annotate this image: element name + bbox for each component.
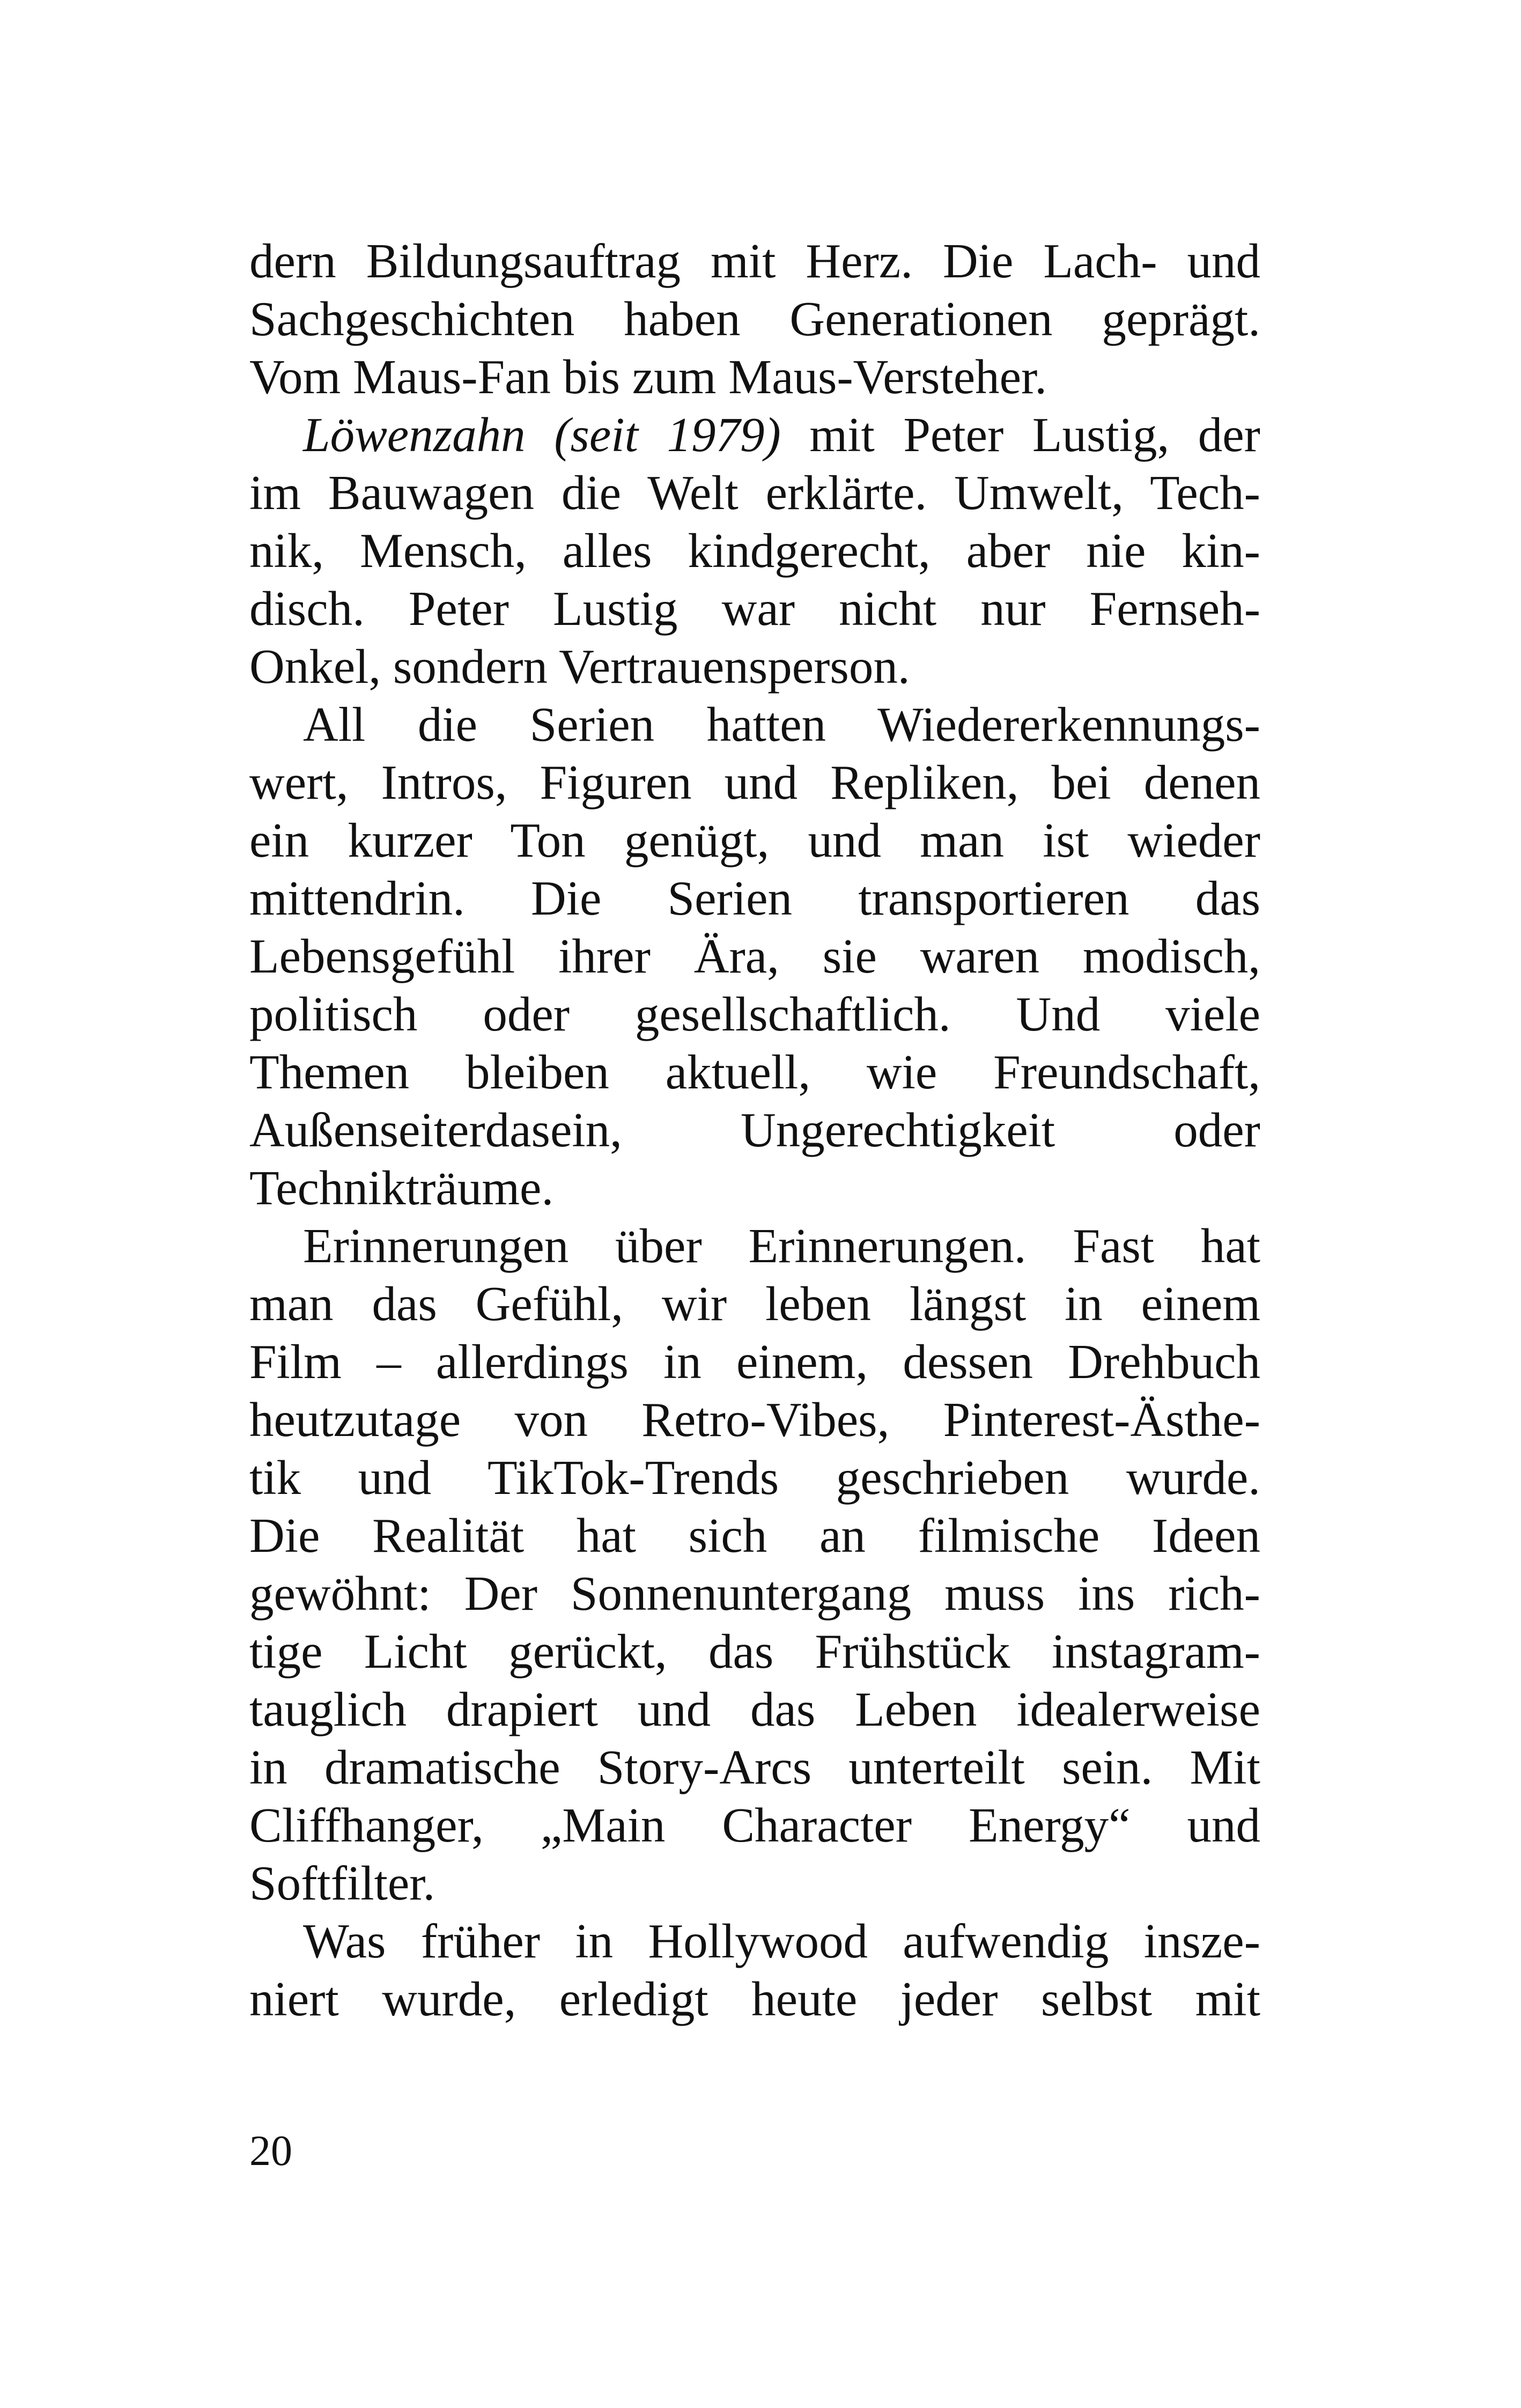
- text-line: Die Realität hat sich an filmische Ideen: [249, 1508, 1260, 1563]
- text-line: Technikträume.: [249, 1161, 554, 1215]
- paragraph-3: [249, 696, 1260, 1217]
- paragraph-4: [249, 1217, 1260, 1912]
- title-loewenzahn: Löwenzahn (seit 1979): [303, 408, 781, 462]
- text-line: nik, Mensch, alles kindgerecht, aber nie kin-: [249, 524, 1260, 578]
- body-text: [249, 232, 1260, 2028]
- text-line: Lebensgefühl ihrer Ära, sie waren modisch,: [249, 929, 1260, 983]
- text-line: gewöhnt: Der Sonnenuntergang muss ins rich-: [249, 1566, 1260, 1621]
- text-line: man das Gefühl, wir leben längst in einem: [249, 1277, 1260, 1331]
- page-number: 20: [249, 2127, 292, 2175]
- text-line: Was früher in Hollywood aufwendig insze-: [303, 1914, 1260, 1968]
- text-line: disch. Peter Lustig war nicht nur Fernseh-: [249, 581, 1260, 636]
- text-line: Erinnerungen über Erinnerungen. Fast hat: [303, 1219, 1260, 1273]
- text-line: in dramatische Story-Arcs unterteilt sein. Mit: [249, 1740, 1260, 1794]
- text-line: Sachgeschichten haben Generationen geprägt.: [249, 292, 1260, 346]
- text-line: All die Serien hatten Wiedererkennungs-: [303, 697, 1260, 752]
- paragraph-5: [249, 1912, 1260, 2028]
- text-line: im Bauwagen die Welt erklärte. Umwelt, Tech-: [249, 466, 1260, 520]
- text-line: tige Licht gerückt, das Frühstück instagram-: [249, 1624, 1260, 1678]
- text-line: Onkel, sondern Vertrauensperson.: [249, 639, 910, 694]
- text-fragment: mit Peter Lustig, der: [780, 408, 1260, 462]
- text-line: dern Bildungsauftrag mit Herz. Die Lach- und: [249, 234, 1260, 288]
- paragraph-1: [249, 232, 1260, 406]
- text-line: politisch oder gesellschaftlich. Und viele: [249, 987, 1260, 1041]
- text-line: Vom Maus-Fan bis zum Maus-Versteher.: [249, 350, 1047, 404]
- text-line: Softfilter.: [249, 1856, 435, 1910]
- text-line: Film – allerdings in einem, dessen Drehbuch: [249, 1335, 1260, 1389]
- text-line: Cliffhanger, „Main Character Energy“ und: [249, 1798, 1260, 1852]
- text-line: [249, 406, 1260, 464]
- text-line: tauglich drapiert und das Leben idealerweise: [249, 1682, 1260, 1736]
- paragraph-2: [249, 406, 1260, 696]
- text-line: Außenseiterdasein, Ungerechtigkeit oder: [249, 1103, 1260, 1157]
- text-line: wert, Intros, Figuren und Repliken, bei denen: [249, 755, 1260, 809]
- text-line: heutzutage von Retro-Vibes, Pinterest-Ästhe-: [249, 1393, 1260, 1447]
- text-line: mittendrin. Die Serien transportieren das: [249, 871, 1260, 925]
- text-line: tik und TikTok-Trends geschrieben wurde.: [249, 1450, 1260, 1505]
- text-line: niert wurde, erledigt heute jeder selbst mit: [249, 1972, 1260, 2026]
- text-line: ein kurzer Ton genügt, und man ist wieder: [249, 813, 1260, 867]
- text-line: Themen bleiben aktuell, wie Freundschaft,: [249, 1045, 1260, 1099]
